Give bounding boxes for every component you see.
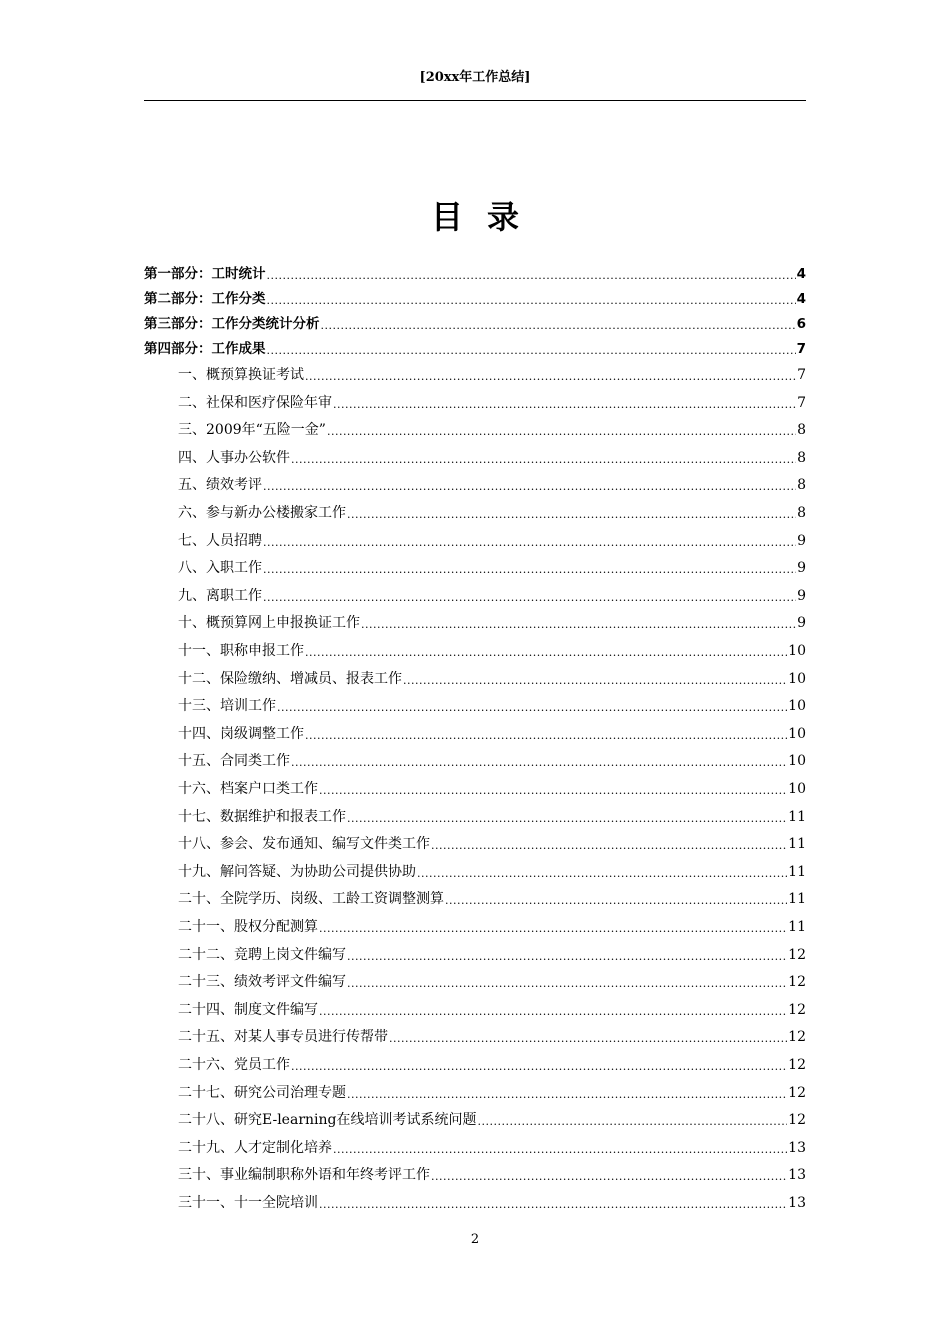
toc-entry[interactable] [144,609,806,633]
toc-entry-title: 三十一、十一全院培训 [178,1195,318,1211]
toc-entry-page: 8 [797,505,806,521]
toc-entry-page: 13 [788,1195,806,1211]
toc-entry-title: 二十三、绩效考评文件编写 [178,974,346,991]
toc-dot-leader [263,475,796,495]
toc-entry[interactable] [144,747,806,771]
toc-dot-leader [347,1083,787,1103]
toc-entry-title: 六、参与新办公楼搬家工作 [178,505,346,521]
toc-entry[interactable] [144,335,806,359]
toc-entry[interactable] [144,885,806,909]
toc-entry-page: 4 [796,291,806,307]
toc-entry-page: 8 [797,422,806,439]
toc-dot-leader [305,724,787,744]
toc-entry-page: 12 [788,1057,806,1073]
toc-entry[interactable] [144,527,806,551]
toc-dot-leader [431,834,787,854]
toc-entry[interactable] [144,1051,806,1075]
toc-entry-page: 10 [788,643,806,659]
toc-dot-leader [305,365,796,385]
toc-entry-title: 九、离职工作 [178,587,262,604]
toc-dot-leader [319,1193,787,1213]
toc-entry-page: 9 [797,532,806,549]
toc-entry-title: 三十、事业编制职称外语和年终考评工作 [178,1167,430,1184]
toc-entry-page: 13 [788,1139,806,1156]
toc-entry-page: 9 [797,560,806,577]
toc-entry-title: 十四、岗级调整工作 [178,725,304,742]
toc-entry[interactable] [144,1106,806,1130]
toc-dot-leader [417,862,787,882]
toc-dot-leader [305,641,787,661]
toc-entry-title: 二十二、竞聘上岗文件编写 [178,946,346,963]
toc-entry[interactable] [144,260,806,284]
toc-entry-page: 4 [796,266,806,282]
toc-dot-leader [431,1165,787,1185]
toc-entry-page: 13 [788,1167,806,1184]
toc-entry-page: 9 [797,615,806,632]
toc-dot-leader [347,945,787,965]
toc-entry-title: 二十八、研究E-learning在线培训考试系统问题 [178,1112,477,1129]
header-rule [144,100,806,101]
toc-entry[interactable] [144,775,806,799]
toc-dot-leader [333,1138,787,1158]
toc-dot-leader [267,264,796,284]
toc-dot-leader [361,613,796,633]
toc-entry[interactable] [144,637,806,661]
toc-dot-leader [333,393,796,413]
toc-dot-leader [263,531,796,551]
toc-entry-title: 二十七、研究公司治理专题 [178,1084,346,1101]
toc-dot-leader [263,558,796,578]
toc-entry-page: 12 [788,974,806,991]
toc-entry-title: 第四部分：工作成果 [144,341,266,357]
toc-entry[interactable] [144,444,806,468]
toc-entry-title: 十二、保险缴纳、增减员、报表工作 [178,670,402,687]
toc-entry-title: 十八、参会、发布通知、编写文件类工作 [178,836,430,853]
toc-entry[interactable] [144,1161,806,1185]
toc-entry-page: 7 [797,394,806,411]
toc-entry-title: 十六、档案户口类工作 [178,781,318,797]
toc-entry[interactable] [144,968,806,992]
toc-dot-leader [277,696,787,716]
toc-entry[interactable] [144,471,806,495]
toc-dot-leader [267,339,796,359]
toc-entry-title: 十三、培训工作 [178,698,276,715]
toc-entry-page: 12 [788,1084,806,1101]
toc-entry-title: 七、人员招聘 [178,532,262,549]
toc-entry[interactable] [144,830,806,854]
toc-entry-page: 7 [796,341,806,357]
toc-entry[interactable] [144,310,806,334]
toc-dot-leader [403,669,787,689]
toc-entry[interactable] [144,1189,806,1213]
toc-entry[interactable] [144,1023,806,1047]
toc-entry-page: 12 [788,1112,806,1129]
toc-entry[interactable] [144,858,806,882]
toc-entry-title: 第二部分：工作分类 [144,291,266,307]
toc-entry-page: 8 [797,477,806,494]
toc-entry-page: 11 [788,891,806,908]
toc-entry-page: 8 [797,449,806,466]
toc-dot-leader [263,586,796,606]
toc-entry-title: 五、绩效考评 [178,477,262,494]
toc-entry-page: 10 [788,781,806,797]
toc-dot-leader [389,1027,787,1047]
running-header: [20xx年工作总结] [419,70,531,85]
toc-entry-title: 二十、全院学历、岗级、工龄工资调整测算 [178,891,444,908]
toc-entry[interactable] [144,285,806,309]
toc-entry[interactable] [144,389,806,413]
toc-entry[interactable] [144,720,806,744]
toc-dot-leader [319,1000,787,1020]
toc-entry[interactable] [144,582,806,606]
toc-entry-title: 十一、职称申报工作 [178,643,304,659]
toc-entry[interactable] [144,361,806,385]
toc-entry-title: 二、社保和医疗保险年审 [178,394,332,411]
toc-entry-title: 二十四、制度文件编写 [178,1001,318,1018]
toc-dot-leader [321,314,796,334]
toc-entry-page: 11 [788,836,806,853]
toc-entry-title: 十九、解问答疑、为协助公司提供协助 [178,863,416,880]
toc-entry-title: 第三部分：工作分类统计分析 [144,316,320,332]
toc-entry-title: 二十九、人才定制化培养 [178,1139,332,1156]
toc-entry-page: 11 [788,863,806,880]
toc-entry-page: 10 [788,753,806,770]
toc-entry-page: 12 [788,946,806,963]
toc-dot-leader [327,420,796,440]
toc-entry[interactable] [144,499,806,523]
toc-entry[interactable] [144,996,806,1020]
toc-entry[interactable] [144,665,806,689]
toc-entry-page: 9 [797,587,806,604]
toc-entry-title: 二十五、对某人事专员进行传帮带 [178,1029,388,1046]
toc-entry-title: 十五、合同类工作 [178,753,290,770]
toc-entry-page: 7 [797,367,806,383]
toc-dot-leader [291,751,787,771]
toc-dot-leader [347,807,787,827]
page-number: 2 [470,1232,480,1247]
toc-entry-title: 十七、数据维护和报表工作 [178,808,346,825]
toc-dot-leader [319,917,787,937]
toc-entry[interactable] [144,941,806,965]
toc-entry-title: 四、人事办公软件 [178,449,290,466]
toc-entry-page: 12 [788,1001,806,1018]
toc-entry-page: 11 [788,808,806,825]
toc-entry-page: 6 [796,316,806,332]
toc-entry-title: 二十一、股权分配测算 [178,919,318,935]
toc-dot-leader [291,448,796,468]
toc-title: 目录 [430,198,543,236]
toc-entry-title: 第一部分：工时统计 [144,266,266,282]
toc-dot-leader [347,972,787,992]
toc-entry-title: 三、2009年“五险一金” [178,422,326,439]
toc-entry-title: 二十六、党员工作 [178,1057,290,1073]
toc-entry-page: 10 [788,725,806,742]
toc-entry-title: 八、入职工作 [178,560,262,577]
toc-entry[interactable] [144,1079,806,1103]
toc-dot-leader [267,289,796,309]
toc-entry-title: 一、概预算换证考试 [178,367,304,383]
toc-dot-leader [477,1110,787,1130]
toc-dot-leader [445,889,787,909]
toc-entry[interactable] [144,913,806,937]
toc-entry-page: 11 [788,919,806,935]
toc-entry[interactable] [144,1134,806,1158]
toc-dot-leader [347,503,796,523]
toc-dot-leader [291,1055,787,1075]
toc-entry[interactable] [144,416,806,440]
toc-entry-page: 10 [788,698,806,715]
toc-entry-page: 10 [788,670,806,687]
toc-entry[interactable] [144,692,806,716]
toc-entry-title: 十、概预算网上申报换证工作 [178,615,360,632]
toc-dot-leader [319,779,787,799]
toc-entry[interactable] [144,803,806,827]
toc-entry[interactable] [144,554,806,578]
toc-entry-page: 12 [788,1029,806,1046]
